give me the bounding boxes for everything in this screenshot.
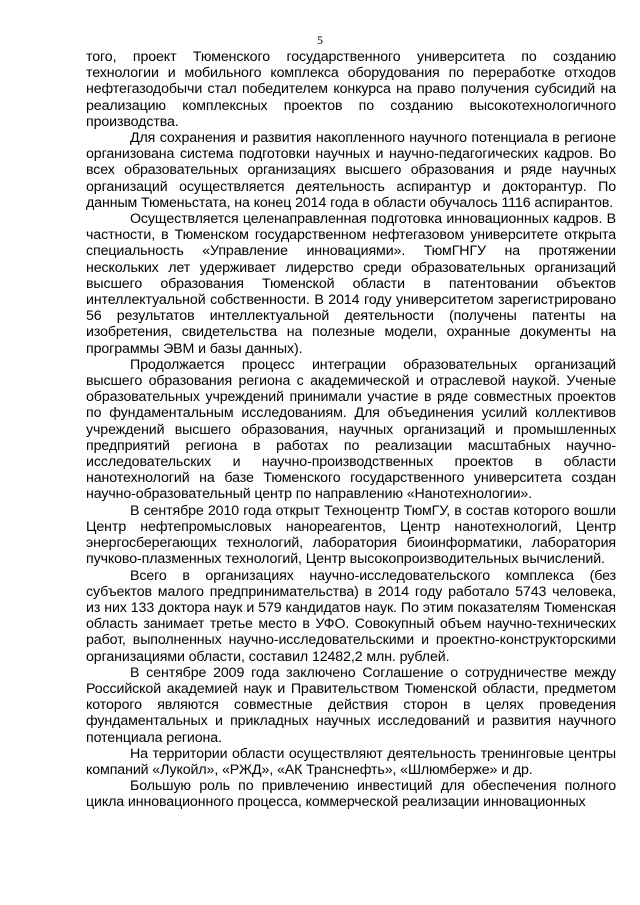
paragraph-scientific-potential: Для сохранения и развития накопленного научного потенциала в регионе организована система подготовки научных и научно-педагогических кадров. Во всех образовательных организациях высшего образования и ряде научных организаций осуществляется деятельность аспирантур и докторантур. По данным Тюменьстата, на конец 2014 года в области обучалось 1116 аспирантов. [86, 130, 616, 211]
paragraph-training-centers: На территории области осуществляют деятельность тренинговые центры компаний «Лукойл», «РЖД», «АК Транснефть», «Шлюмберже» и др. [86, 745, 616, 778]
paragraph-continuation: того, проект Тюменского государственного университета по созданию технологии и мобильного комплекса оборудования по переработке отходов нефтегазодобычи стал победителем конкурса на право получения субсидий на реализацию комплексных проектов по созданию высокотехнологичного производства. [86, 49, 616, 130]
paragraph-technocenter: В сентябре 2010 года открыт Техноцентр ТюмГУ, в состав которого вошли Центр нефтепромысловых нанореагентов, Центр нанотехнологий, Центр энергосберегающих технологий, лаборатория биоинформатики, лаборатория пучково-плазменных технологий, Центр высокопроизводительных вычислений. [86, 502, 616, 568]
paragraph-integration: Продолжается процесс интеграции образовательных организаций высшего образования региона с академической и отраслевой наукой. Ученые образовательных учреждений принимали участие в ряде совместных проектов по фундаментальным исследованиям. Для объединения усилий коллективов учреждений высшего образования, научных организаций и промышленных предприятий региона в работах по реализации масштабных научно-исследовательских и научно-производственных проектов в области нанотехнологий на базе Тюменского государственного университета создан научно-образовательный центр по направлению «Нанотехнологии». [86, 356, 616, 503]
page-number: 5 [317, 33, 323, 47]
document-body [86, 49, 616, 811]
paragraph-research-staff: Всего в организациях научно-исследовательского комплекса (без субъектов малого предпринимательства) в 2014 году работало 5743 человека, из них 133 доктора наук и 579 кандидатов наук. По этим показателям Тюменская область занимает третье место в УФО. Совокупный объем научно-технических работ, выполненных научно-исследовательскими и проектно-конструкторскими организациями области, составил 12482,2 млн. рублей. [86, 567, 616, 665]
paragraph-investment: Большую роль по привлечению инвестиций для обеспечения полного цикла инновационного процесса, коммерческой реализации инновационных [86, 778, 616, 811]
paragraph-ras-agreement: В сентябре 2009 года заключено Соглашение о сотрудничестве между Российской академией наук и Правительством Тюменской области, предметом которого являются совместные действия сторон в целях проведения фундаментальных и прикладных научных исследований и развития научного потенциала региона. [86, 664, 616, 746]
paragraph-innovation-personnel: Осуществляется целенаправленная подготовка инновационных кадров. В частности, в Тюменском государственном нефтегазовом университете открыта специальность «Управление инновациями». ТюмГНГУ на протяжении нескольких лет удерживает лидерство среди образовательных организаций высшего образования Тюменской области в патентовании объектов интеллектуальной собственности. В 2014 году университетом зарегистрировано 56 результатов интеллектуальной деятельности (получены патенты на изобретения, свидетельства на полезные модели, охранные документы на программы ЭВМ и базы данных). [86, 211, 616, 357]
